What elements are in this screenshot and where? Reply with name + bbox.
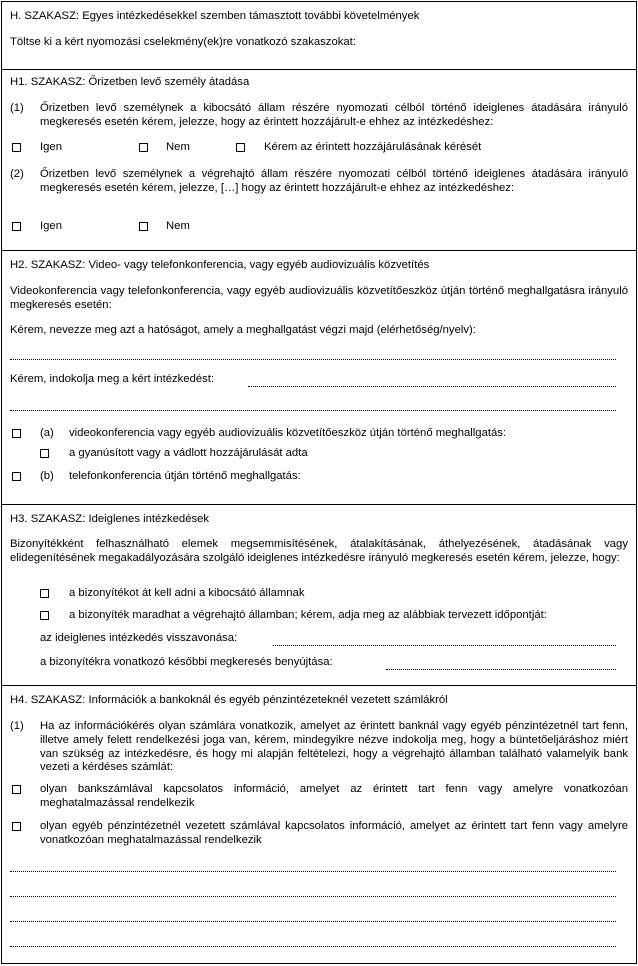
h4-answer-line-2[interactable] (10, 895, 616, 897)
h2-opt-b-letter: (b) (40, 470, 54, 482)
section-h-instruction: Töltse ki a kért nyomozási cselekmény(ek)re vonatkozó szakaszokat: (10, 36, 356, 48)
section-h2-title: H2. SZAKASZ: Video- vagy telefonkonferencia, vagy egyéb audiovizuális közvetítés (10, 259, 430, 271)
h4-opt2-label: olyan egyéb pénzintézetnél vezetett számlával kapcsolatos információ, amelyet az érintett tart fenn vagy amelyre vonatkozóan meghatalmazással rendelkezik (40, 820, 628, 846)
section-h2 (2, 251, 636, 505)
h2-authority-label: Kérem, nevezze meg azt a hatóságot, amely a meghallgatást végzi majd (elérhetőség/nyelv): (10, 324, 476, 336)
h4-answer-line-1[interactable] (10, 870, 616, 872)
h2-opt-a-consent-checkbox[interactable] (40, 449, 49, 458)
h3-field1-label: az ideiglenes intézkedés visszavonása: (40, 632, 238, 644)
h3-field2-label: a bizonyítékra vonatkozó későbbi megkeresés benyújtása: (40, 656, 333, 668)
h1-q2-no-checkbox[interactable] (139, 222, 148, 231)
h1-q1-yes-checkbox[interactable] (12, 143, 21, 152)
section-h1 (2, 70, 636, 251)
h3-field2-input[interactable] (386, 668, 616, 670)
h1-q2-text: Őrizetben levő személynek a végrehajtó állam részére nyomozati célból történő ideiglenes átadására irányuló megkeresés esetén kérem, jelezze, […] hogy az érintett hozzájárult-e ehhez az intézkedéshez: (40, 168, 628, 194)
h1-q1-yes-label: Igen (40, 141, 62, 153)
h4-q1-text: Ha az információkérés olyan számlára vonatkozik, amelyet az érintett banknál vagy egyéb pénzintézetnél tart fenn, illetve amely felett rendelkezési joga van, kérem, mindegyikre nézve indokolja meg, hogy a büntetőeljáráshoz miért van szükség az intézkedésre, és hogy mi alapján feltételezi, hogy a végrehajtó államban található valamelyik bank vezeti a kérdéses számlát: (40, 720, 628, 774)
h1-q2-yes-checkbox[interactable] (12, 222, 21, 231)
h3-opt1-checkbox[interactable] (40, 589, 49, 598)
h1-q1-number: (1) (10, 102, 24, 114)
h1-q1-no-label: Nem (166, 141, 190, 153)
h3-field1-input[interactable] (273, 644, 616, 646)
h1-q1-text: Őrizetben levő személynek a kibocsátó állam részére nyomozati célból történő ideiglenes átadására irányuló megkeresés esetén kérem, jelezze, hogy az érintett hozzájárult-e ehhez az intézkedéshez: (40, 102, 628, 128)
section-h (2, 2, 636, 70)
section-h3 (2, 505, 636, 686)
h1-q1-request-label: Kérem az érintett hozzájárulásának kérését (264, 141, 482, 153)
h1-q2-number: (2) (10, 168, 24, 180)
h2-intro: Videokonferencia vagy telefonkonferencia, vagy egyéb audiovizuális közvetítőeszköz útján történő meghallgatásra irányuló megkeresés esetén: (10, 285, 628, 311)
h2-opt-b-text: telefonkonferencia útján történő meghallgatás: (69, 470, 301, 482)
h4-opt1-label: olyan bankszámlával kapcsolatos információ, amelyet az érintett tart fenn vagy amelyre vonatkozóan meghatalmazással rendelkezik (40, 783, 628, 809)
h4-opt2-checkbox[interactable] (12, 822, 21, 831)
h3-opt2-label: a bizonyíték maradhat a végrehajtó államban; kérem, adja meg az alábbiak tervezett időpontját: (69, 609, 547, 621)
h2-opt-a-checkbox[interactable] (12, 429, 21, 438)
h2-authority-field[interactable] (10, 358, 616, 360)
h1-q1-request-checkbox[interactable] (236, 143, 245, 152)
h4-opt1-checkbox[interactable] (12, 785, 21, 794)
h3-opt1-label: a bizonyítékot át kell adni a kibocsátó államnak (69, 587, 305, 599)
section-h-title: H. SZAKASZ: Egyes intézkedésekkel szemben támasztott további követelmények (10, 10, 420, 22)
h2-opt-a-letter: (a) (40, 427, 54, 439)
form-page (1, 1, 637, 964)
h2-reason-field[interactable] (248, 385, 616, 387)
section-h3-title: H3. SZAKASZ: Ideiglenes intézkedések (10, 513, 210, 525)
h4-q1-number: (1) (10, 720, 24, 732)
h2-opt-b-checkbox[interactable] (12, 472, 21, 481)
h3-intro: Bizonyítékként felhasználható elemek megsemmisítésének, átalakításának, áthelyezésének, átadásának vagy elidegenítésének megakadályozására szolgáló ideiglenes intézkedésre irányuló megkeresés esetén kérem, jelezze, hogy: (10, 538, 628, 564)
section-h1-title: H1. SZAKASZ: Őrizetben levő személy átadása (10, 76, 250, 88)
h2-reason-label: Kérem, indokolja meg a kért intézkedést: (10, 373, 215, 385)
h4-answer-line-3[interactable] (10, 920, 616, 922)
h1-q2-yes-label: Igen (40, 220, 62, 232)
section-h4-title: H4. SZAKASZ: Információk a bankoknál és egyéb pénzintézeteknél vezetett számlákról (10, 694, 448, 706)
h2-opt-a-consent-label: a gyanúsított vagy a vádlott hozzájárulását adta (69, 447, 308, 459)
h2-reason-field-line2[interactable] (10, 409, 616, 411)
h4-answer-line-4[interactable] (10, 945, 616, 947)
section-h4 (2, 686, 636, 965)
h1-q2-no-label: Nem (166, 220, 190, 232)
h2-opt-a-text: videokonferencia vagy egyéb audiovizuális közvetítőeszköz útján történő meghallgatás: (69, 427, 507, 439)
h1-q1-no-checkbox[interactable] (139, 143, 148, 152)
h3-opt2-checkbox[interactable] (40, 611, 49, 620)
